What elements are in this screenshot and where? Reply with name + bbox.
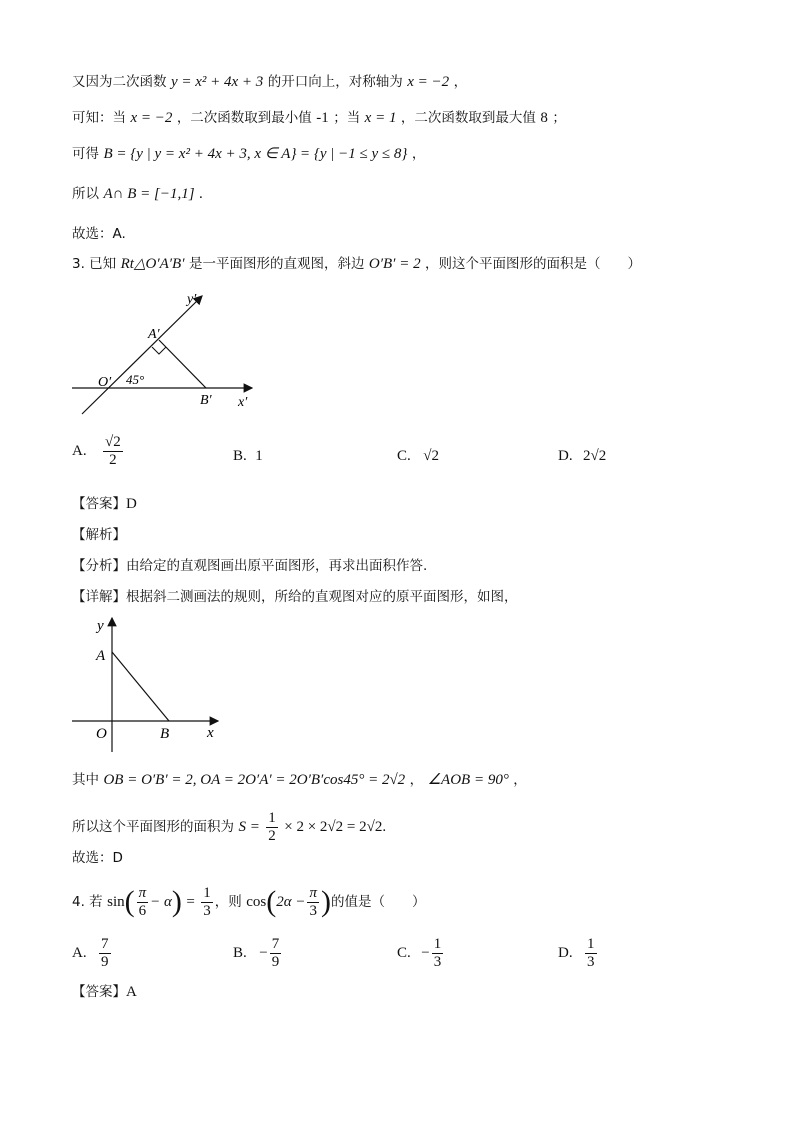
text: 由给定的直观图画出原平面图形，再求出面积作答.: [126, 558, 428, 574]
fraction: [137, 885, 149, 920]
math: 8: [540, 110, 548, 126]
question-4-stem: [72, 882, 426, 922]
q4-option-c: [397, 936, 445, 971]
text: ；当: [333, 110, 361, 126]
solution-line-4: [72, 184, 203, 204]
paren: (: [124, 885, 135, 918]
option-key: C.: [397, 945, 411, 961]
denominator: 2: [268, 827, 276, 844]
label-a: A: [96, 648, 106, 664]
tag: 【分析】: [72, 558, 126, 574]
calc-line-1: [72, 770, 527, 790]
option-d: [558, 448, 606, 465]
denominator: 6: [138, 902, 147, 919]
y-axis: [82, 296, 202, 414]
fraction: [432, 936, 444, 971]
label-x: x: [207, 725, 214, 741]
text: 可知：当: [72, 110, 126, 126]
text: ，则: [214, 894, 242, 910]
math: sin: [107, 894, 125, 910]
label-b: B′: [200, 393, 212, 408]
q4-option-b: [233, 936, 283, 971]
math: Rt△O′A′B′: [120, 256, 185, 272]
option-value: √2: [423, 448, 439, 464]
xiangjie-line: [72, 587, 518, 607]
text: ，: [409, 772, 424, 788]
right-angle-mark: [152, 347, 166, 354]
denominator: 3: [203, 902, 211, 919]
fraction: [266, 810, 278, 845]
numerator: 1: [268, 809, 276, 826]
math: O′B′ = 2: [368, 256, 421, 272]
text: ，则这个平面图形的面积是（ ）: [425, 256, 642, 272]
text: 根据斜二测画法的规则，所给的直观图对应的原平面图形，如图，: [126, 589, 518, 605]
text: ，: [513, 772, 527, 788]
option-value: 2√2: [583, 448, 607, 464]
math-set: {y | −1 ≤ y ≤ 8}: [313, 146, 408, 162]
option-key: D.: [558, 945, 573, 961]
fraction: [270, 936, 282, 971]
option-key: B.: [233, 448, 247, 464]
label-y: y′: [187, 292, 197, 307]
text: ，二次函数取到最小值: [176, 110, 312, 126]
fraction: [103, 434, 123, 469]
figure-oblique-drawing: [66, 288, 266, 423]
tag: 【答案】: [72, 984, 126, 1000]
numerator: 1: [433, 936, 442, 952]
text: 故选：A.: [72, 226, 126, 242]
text: 可得: [72, 146, 99, 162]
math: 2α −: [276, 894, 306, 910]
text: 故选：D: [72, 850, 123, 866]
option-value: 1: [255, 448, 263, 464]
tag: 【解析】: [72, 527, 126, 543]
math: − α: [150, 894, 172, 910]
math: S =: [238, 819, 260, 835]
fraction: [99, 936, 111, 971]
numerator: √2: [105, 434, 121, 450]
math: -1: [316, 110, 329, 126]
fenxi-line: [72, 556, 427, 576]
math: =: [186, 894, 195, 910]
numerator: 1: [203, 884, 211, 901]
label-o: O′: [98, 375, 112, 390]
q4-answer-line: [72, 982, 137, 1002]
label-b: B: [160, 726, 170, 742]
answer: D: [126, 496, 137, 512]
numerator: 7: [271, 936, 280, 952]
numerator: π: [309, 884, 317, 901]
text: 所以这个平面图形的面积为: [72, 819, 234, 835]
denominator: 2: [109, 452, 117, 468]
math-axis: x = −2: [407, 74, 450, 90]
option-key: C.: [397, 448, 411, 464]
text: ；: [552, 110, 566, 126]
option-key: B.: [233, 945, 247, 961]
answer-line: [72, 494, 137, 514]
text: 3. 已知: [72, 256, 117, 272]
paren: ): [171, 885, 182, 918]
math: OB = O′B′ = 2, OA = 2O′A′ = 2O′B′cos45° = 2√2: [103, 772, 406, 788]
denominator: 9: [271, 954, 280, 970]
tag: 【详解】: [72, 589, 126, 605]
numerator: π: [138, 884, 147, 901]
fraction: [585, 936, 597, 971]
text: ，二次函数取到最大值: [400, 110, 536, 126]
math: ∠AOB = 90°: [427, 772, 509, 788]
denominator: 9: [101, 954, 109, 970]
fraction: [201, 885, 213, 920]
calc-line-2: [72, 808, 386, 846]
text: ，: [411, 146, 426, 162]
sign: −: [421, 945, 430, 961]
denominator: 3: [433, 954, 442, 970]
option-c: [397, 448, 439, 465]
math-function: y = x² + 4x + 3: [170, 74, 264, 90]
option-b: [233, 448, 263, 465]
conclusion-1: [72, 224, 126, 244]
answer: A: [126, 984, 137, 1000]
label-a: A′: [148, 327, 160, 342]
text: 其中: [72, 772, 99, 788]
q4-option-d: [558, 936, 599, 971]
solution-line-1: [72, 72, 467, 92]
text: 所以: [72, 186, 99, 202]
question-3-stem: [72, 254, 641, 274]
math: A∩ B = [−1,1]: [103, 186, 195, 202]
q4-option-a: [72, 936, 113, 971]
numerator: 1: [587, 936, 595, 952]
math: × 2 × 2√2 = 2√2: [284, 819, 383, 835]
math: x = 1: [364, 110, 397, 126]
text: .: [198, 186, 203, 202]
option-key: A.: [72, 945, 87, 961]
math: cos: [246, 894, 267, 910]
paren: ): [321, 885, 331, 918]
solution-line-3: [72, 144, 425, 164]
label-x: x′: [238, 395, 248, 410]
option-key: D.: [558, 448, 573, 464]
fraction: [307, 885, 319, 920]
text: 的值是（ ）: [331, 894, 426, 910]
text: 又因为二次函数: [72, 74, 167, 90]
math-set: B = {y | y = x² + 4x + 3, x ∈ A}: [103, 146, 297, 162]
tag: 【答案】: [72, 496, 126, 512]
analysis-heading: [72, 525, 126, 545]
paren: (: [266, 885, 277, 918]
text: .: [382, 819, 387, 835]
option-key: A.: [72, 443, 87, 459]
denominator: 3: [309, 902, 317, 919]
denominator: 3: [587, 954, 595, 970]
text: 是一平面图形的直观图，斜边: [188, 256, 365, 272]
label-angle: 45°: [126, 372, 145, 387]
math: =: [300, 146, 310, 162]
figure-original-shape: [66, 614, 226, 759]
conclusion-2: [72, 848, 123, 868]
text: 4. 若: [72, 894, 103, 910]
text: ，: [453, 74, 468, 90]
sign: −: [259, 945, 268, 961]
option-a: [72, 434, 125, 469]
solution-line-2: [72, 108, 566, 128]
label-y: y: [97, 618, 104, 634]
math: x = −2: [130, 110, 173, 126]
text: 的开口向上，对称轴为: [267, 74, 403, 90]
segment-ab: [112, 652, 169, 721]
numerator: 7: [101, 936, 109, 952]
label-o: O: [96, 726, 107, 742]
